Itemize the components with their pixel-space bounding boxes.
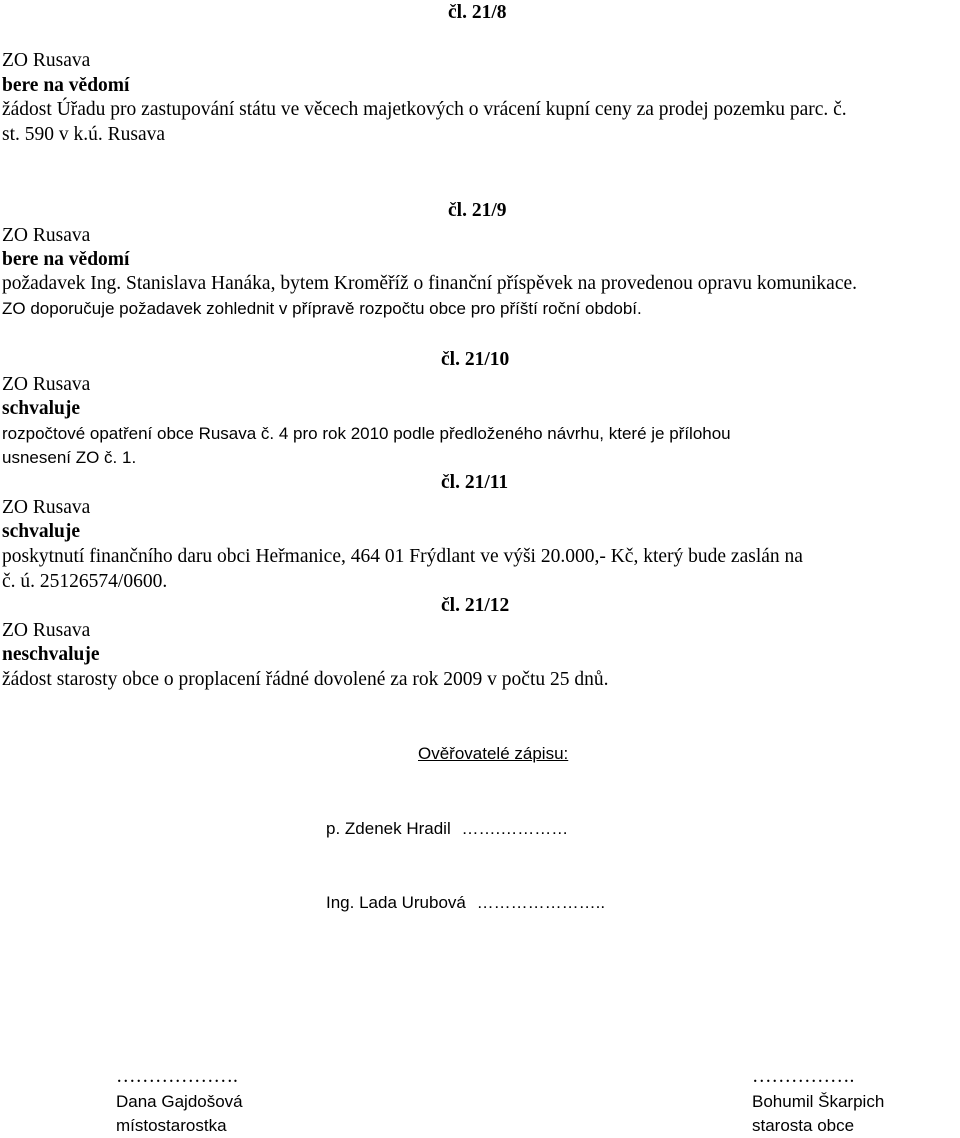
resolution-text-line: požadavek Ing. Stanislava Hanáka, bytem Kroměříž o finanční příspěvek na provedenou opravu komunikace. — [2, 273, 858, 294]
signature-dots: …….………… — [461, 819, 569, 838]
article-number: čl. 21/8 — [448, 2, 507, 23]
article-number: čl. 21/12 — [441, 595, 510, 616]
article-number: čl. 21/10 — [441, 349, 510, 370]
signatory-role: místostarostka — [116, 1116, 227, 1135]
article-number: čl. 21/9 — [448, 200, 507, 221]
resolution-text-line: rozpočtové opatření obce Rusava č. 4 pro rok 2010 podle předloženého návrhu, které je přílohou — [2, 424, 731, 443]
resolution-verb: neschvaluje — [2, 644, 100, 665]
verifier-name: Ing. Lada Urubová — [326, 893, 466, 912]
resolution-text-line: č. ú. 25126574/0600. — [2, 571, 168, 592]
resolution-text-line: žádost starosty obce o proplacení řádné dovolené za rok 2009 v počtu 25 dnů. — [2, 669, 609, 690]
council-name: ZO Rusava — [2, 50, 91, 71]
resolution-text-line: usnesení ZO č. 1. — [2, 448, 137, 467]
verifier-line — [326, 891, 605, 915]
resolution-verb: bere na vědomí — [2, 75, 130, 96]
resolution-verb: schvaluje — [2, 398, 80, 419]
signatory-role: starosta obce — [752, 1116, 855, 1135]
verifiers-heading: Ověřovatelé zápisu: — [418, 744, 569, 763]
verifier-line — [326, 817, 568, 841]
council-name: ZO Rusava — [2, 225, 91, 246]
resolution-text-line: st. 590 v k.ú. Rusava — [2, 124, 166, 145]
resolution-text-line: žádost Úřadu pro zastupování státu ve věcech majetkových o vrácení kupní ceny za prodej pozemku parc. č. — [2, 99, 847, 120]
resolution-text-line: ZO doporučuje požadavek zohlednit v přípravě rozpočtu obce pro příští roční období. — [2, 299, 642, 318]
signature-dots: ……………. — [752, 1066, 855, 1087]
signatory-name: Bohumil Škarpich — [752, 1092, 885, 1111]
verifier-name: p. Zdenek Hradil — [326, 819, 451, 838]
council-name: ZO Rusava — [2, 374, 91, 395]
signature-dots: ………………….. — [476, 893, 606, 912]
signature-dots: ………………. — [116, 1066, 238, 1087]
signatory-name: Dana Gajdošová — [116, 1092, 243, 1111]
resolution-verb: schvaluje — [2, 521, 80, 542]
council-name: ZO Rusava — [2, 497, 91, 518]
article-number: čl. 21/11 — [441, 472, 509, 493]
resolution-text-line: poskytnutí finančního daru obci Heřmanice, 464 01 Frýdlant ve výši 20.000,- Kč, který bude zaslán na — [2, 546, 803, 567]
resolution-verb: bere na vědomí — [2, 249, 130, 270]
council-name: ZO Rusava — [2, 620, 91, 641]
